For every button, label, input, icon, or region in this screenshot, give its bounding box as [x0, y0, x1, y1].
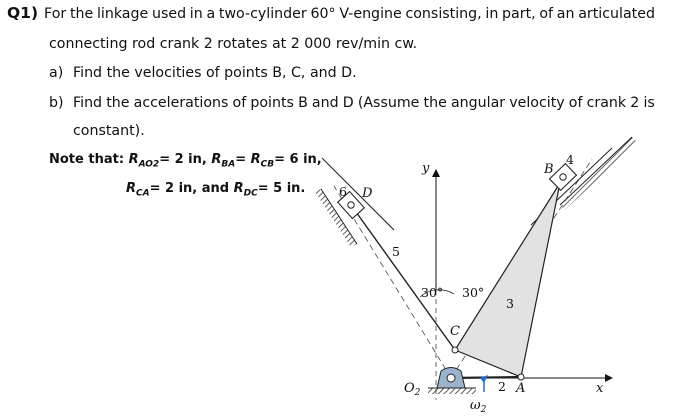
note-r3-sub: CB — [260, 159, 275, 170]
note-r5-sym: R — [233, 181, 244, 196]
guide-left-inner — [322, 158, 394, 230]
question-line-1-word: part, — [502, 6, 536, 22]
label-4: 4 — [566, 152, 574, 167]
label-omega — [470, 398, 487, 415]
label-angle-left: 30° — [421, 285, 444, 300]
part-b-line-1-word: Find — [73, 95, 103, 111]
part-b-line-1-word: the — [106, 95, 130, 111]
question-line-1-word: used — [151, 6, 187, 22]
label-omega-sub: 2 — [480, 405, 487, 415]
note-r3-sym: R — [250, 152, 261, 167]
part-b-line-2: constant). — [73, 123, 145, 139]
question-line-1-word: consisting, — [405, 6, 482, 22]
label-y: y — [422, 161, 430, 176]
question-line-2: connecting rod crank 2 rotates at 2 000 rev/min cw. — [49, 36, 418, 52]
question-line-1-word: of — [539, 6, 554, 22]
note-r1-sym: R — [128, 152, 139, 167]
question-line-1-word: two-cylinder — [218, 6, 307, 22]
part-b-line-1-word: velocity — [509, 95, 565, 111]
label-O — [404, 381, 421, 398]
note-r3-val: = 6 in, — [274, 152, 322, 167]
question-line-1-word: an — [556, 6, 575, 22]
question-line-1-word: in — [485, 6, 499, 22]
note-r5-val: = 5 in. — [257, 181, 306, 196]
question-line-1-word: For — [44, 6, 67, 22]
note-r1-sub: AO2 — [138, 159, 160, 170]
link-5-rod — [351, 205, 455, 350]
part-b-line-1-word: and — [311, 95, 339, 111]
note-r4-sym: R — [126, 181, 137, 196]
label-O-main: O — [404, 381, 415, 396]
part-b-line-1-word: is — [643, 95, 655, 111]
question-line-1-word: a — [206, 6, 216, 22]
question-line-1-word: 60° — [310, 6, 336, 22]
label-x: x — [596, 381, 604, 396]
part-b-line-1-word: 2 — [630, 95, 640, 111]
part-b-line-1-word: accelerations — [133, 95, 229, 111]
label-2: 2 — [498, 379, 506, 394]
question-line-1-word: the — [69, 6, 94, 22]
label-3: 3 — [506, 296, 514, 311]
note-r4-sub: CA — [136, 188, 150, 199]
note-prefix: Note that: — [49, 152, 125, 167]
part-a-label: a) — [49, 65, 64, 81]
part-b-line-1-word: the — [423, 95, 447, 111]
question-line-1-word: articulated — [578, 6, 655, 22]
pin-B — [560, 174, 566, 180]
label-6: 6 — [339, 184, 347, 199]
label-angle-right: 30° — [462, 285, 485, 300]
label-C: C — [450, 324, 460, 339]
label-B: B — [544, 162, 554, 177]
label-O-sub: 2 — [414, 388, 421, 398]
label-D: D — [362, 186, 373, 201]
question-line-1-word: in — [189, 6, 203, 22]
label-5: 5 — [392, 244, 400, 259]
link-3-rod — [455, 183, 560, 377]
part-b-line-1-word: angular — [450, 95, 506, 111]
part-a-text: Find the velocities of points B, C, and D. — [73, 65, 357, 81]
ground-pivot-O2 — [428, 368, 476, 395]
note-r2-sub: BA — [221, 159, 236, 170]
label-A: A — [516, 381, 526, 396]
part-b-line-1-word: B — [298, 95, 308, 111]
note-r2-sym: R — [211, 152, 222, 167]
pin-C — [452, 347, 458, 353]
note-r1-val: = 2 in, — [159, 152, 207, 167]
part-b-line-1-word: of — [232, 95, 247, 111]
pin-D — [348, 202, 354, 208]
part-b-line-1-word: points — [250, 95, 294, 111]
label-omega-main: ω — [470, 398, 481, 413]
part-b-line-1-word: of — [568, 95, 583, 111]
part-b-line-1-word: crank — [586, 95, 627, 111]
note-r4-val: = 2 in, and — [149, 181, 230, 196]
note-r5-sub: DC — [243, 188, 258, 199]
part-b-label: b) — [49, 95, 64, 111]
part-b-line-1-word: D — [342, 95, 354, 111]
question-number: Q1) — [7, 4, 39, 22]
note-r2-mid: = — [235, 152, 251, 167]
pin-A — [518, 374, 524, 380]
question-line-1-word: linkage — [96, 6, 149, 22]
part-b-line-1-word: (Assume — [357, 95, 420, 111]
question-line-1-word: V-engine — [339, 6, 402, 22]
